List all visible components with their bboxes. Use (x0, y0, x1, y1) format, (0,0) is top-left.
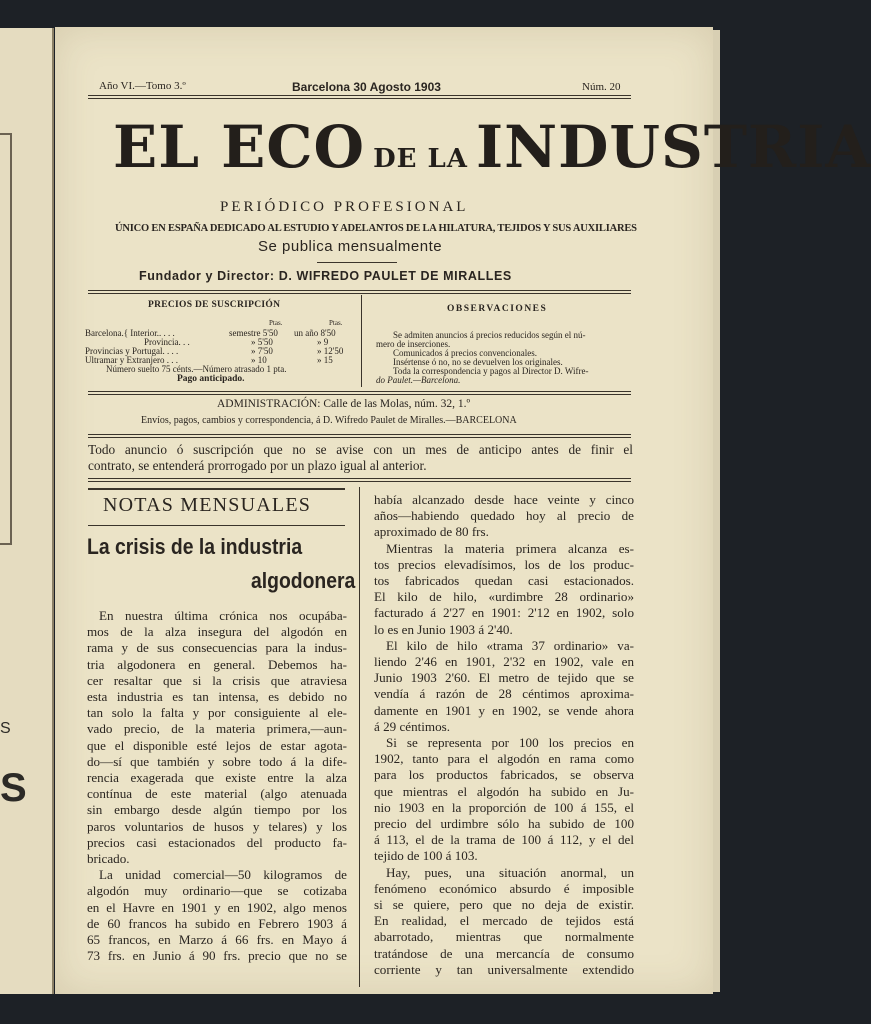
article-line: paros voluntarios de husos y telares) y los (87, 818, 347, 834)
article-line: á 113, el de la trama de 100 á 112, y el del (374, 832, 634, 848)
article-paragraph (374, 735, 634, 865)
administration-rule (88, 434, 631, 438)
notice-line: Todo anuncio ó suscripción que no se avise con un mes de anticipo antes de finir el (88, 442, 633, 457)
tagline: ÚNICO EN ESPAÑA DEDICADO AL ESTUDIO Y ADELANTOS DE LA HILATURA, TEJIDOS Y SUS AUXILIARES (115, 223, 637, 234)
article-line: tria algodonera en general. Debemos ha- (87, 656, 347, 672)
article-line: en el Havre en 1901 y en 1902, algo menos (87, 899, 347, 915)
box-divider (361, 295, 362, 387)
observation-line: mero de inserciones. (376, 339, 451, 349)
article-line: Si se representa por 100 los precios en (386, 735, 634, 751)
article-line: rama y de sus consecuencias para la indus- (87, 640, 347, 656)
article-line: tratándose de una mercancía de consumo (374, 945, 634, 961)
issue-date: Barcelona 30 Agosto 1903 (292, 80, 441, 94)
article-line: corriente y tan universalmente extendido (374, 961, 634, 977)
previous-page-fragment: S (0, 766, 27, 810)
price-row-semester: » 10 (251, 355, 267, 365)
previous-page-fragment: S (0, 720, 11, 737)
section-heading: NOTAS MENSUALES (103, 494, 312, 516)
payment-note: Pago anticipado. (177, 374, 245, 384)
article-line: rencia exagerada que existe entre la alza (87, 770, 347, 786)
article-line: lo es en Junio 1903 á 2'40. (374, 621, 513, 637)
observation-line: do Paulet.—Barcelona. (376, 375, 461, 385)
issue-number: Núm. 20 (582, 81, 621, 93)
observation-line: Toda la correspondencia y pagos al Director D. Wifre- (393, 366, 589, 376)
article-line: aproximado de 80 frs. (374, 524, 489, 540)
column-divider (359, 487, 360, 987)
subscription-bottom-rule (88, 391, 631, 395)
administration-address: ADMINISTRACIÓN: Calle de las Molas, núm. 32, 1.º (217, 398, 471, 410)
article-line: fenómeno económico absurdo é imposible (374, 880, 634, 896)
article-line: para los productos fabricados, se observa (374, 767, 634, 783)
article-left-column (87, 608, 347, 964)
article-paragraph (87, 867, 347, 964)
previous-page-frame (0, 133, 12, 545)
price-row-year: un año 8'50 (294, 328, 336, 338)
short-divider (317, 262, 397, 263)
price-row-year: » 15 (317, 355, 333, 365)
article-line: algodón muy ordinario—que se cotizaba (87, 883, 347, 899)
article-line: sin embargo desde algún tiempo por los (87, 802, 347, 818)
article-paragraph (374, 638, 634, 735)
article-line: precios casi estacionados del producto fa- (87, 834, 347, 850)
article-right-column (374, 492, 634, 978)
currency-label: Ptas. (329, 319, 343, 327)
article-line: años—habiendo quedado hoy al precio de (374, 508, 634, 524)
masthead-de-la: DE LA (373, 144, 468, 174)
section-top-rule (88, 488, 345, 490)
article-paragraph (374, 865, 634, 978)
previous-page-edge (0, 28, 54, 994)
currency-label: Ptas. (269, 319, 283, 327)
article-line: contínua de este material (algo atenuada (87, 786, 347, 802)
article-line: En realidad, el mercado de tejidos está (374, 913, 634, 929)
article-line: Hay, pues, una situación anormal, un (386, 864, 634, 880)
masthead-title (113, 113, 871, 187)
observation-line: Comunicados á precios convencionales. (393, 348, 537, 358)
subscription-top-rule (88, 290, 631, 294)
article-line: de 60 francos ha subido en Febrero 1903 á (87, 915, 347, 931)
article-line: cer resaltar que si la crisis que atraviesa (87, 672, 347, 688)
article-line: mos de la alza insegura del algodón en (87, 624, 347, 640)
article-headline: algodonera (251, 568, 356, 593)
article-line: tejido de 100 á 103. (374, 848, 478, 864)
article-line: damente en 1901 y en 1902, se vende ahora (374, 702, 634, 718)
article-line: vendía á razón de 28 céntimos aproxima- (374, 686, 634, 702)
article-paragraph (87, 608, 347, 867)
article-line: tos precios elevadísimos, los de los produc- (374, 556, 634, 572)
article-line: abarrotado, mientras que normalmente (374, 929, 634, 945)
article-line: que mientras el algodón ha subido en Ju- (374, 783, 634, 799)
notice-line: contrato, se entenderá prorrogado por un plazo igual al anterior. (88, 458, 427, 473)
article-line: 65 francos, en Marzo á 66 frs. en Mayo á (87, 932, 347, 948)
article-line: tos fabricados quedan casi estacionados. (374, 573, 634, 589)
article-line: La unidad comercial—50 kilogramos de (99, 867, 347, 883)
header-rule (88, 95, 631, 99)
article-line: nio 1903 en la proporción de 100 á 155, el (374, 799, 634, 815)
article-line: facturado á 2'27 en 1901: 2'12 en 1902, solo (374, 605, 634, 621)
article-line: precio del urdimbre sólo ha subido de 100 (374, 816, 634, 832)
article-line: que el disponible esté lejos de estar agota- (87, 737, 347, 753)
price-row-year: » 9 (317, 337, 329, 347)
single-issue-price: Número suelto 75 cénts.—Número atrasado 1 pta. (106, 364, 287, 374)
article-line: 1902, tanto para el algodón en rama como (374, 751, 634, 767)
article-line: 73 frs. en Junio á 90 frs. precio que no se (87, 948, 347, 964)
article-line: á 29 céntimos. (374, 718, 450, 734)
observation-line: Se admiten anuncios á precios reducidos según el nú- (393, 330, 586, 340)
article-line: había alcanzado desde hace veinte y cinco (374, 492, 634, 507)
article-line: liendo 2'46 en 1901, 2'32 en 1902, vale en (374, 654, 634, 670)
price-row-semester: » 7'50 (251, 346, 273, 356)
masthead-el-eco: EL ECO (113, 113, 366, 181)
founder-line: Fundador y Director: D. WIFREDO PAULET DE MIRALLES (139, 269, 512, 283)
notice-rule (88, 478, 631, 482)
subtitle: PERIÓDICO PROFESIONAL (220, 199, 469, 215)
volume-label: Año VI.—Tomo 3.º (99, 80, 186, 92)
article-paragraph (374, 492, 634, 541)
article-line: tan solo la falta y por consiguiente al ele- (87, 705, 347, 721)
article-line: En nuestra última crónica nos ocupába- (99, 608, 347, 623)
article-line: do—sí que también y sobre todo á la dife- (87, 753, 347, 769)
price-row-year: » 12'50 (317, 346, 344, 356)
section-bottom-rule (88, 525, 345, 526)
price-row-label: Provincias y Portugal. . . . (85, 346, 179, 356)
newspaper-page (55, 27, 871, 994)
administration-contact: Envíos, pagos, cambios y correspondencia, á D. Wifredo Paulet de Miralles.—BARCELONA (141, 415, 517, 426)
article-line: esta industria es tan intensa, es debido no (87, 689, 347, 705)
observation-line: Insértense ó no, no se devuelven los originales. (393, 357, 563, 367)
subscription-title: PRECIOS DE SUSCRIPCIÓN (148, 300, 281, 310)
article-line: si se quiere, pero que no deja de existir. (374, 897, 634, 913)
article-line: Mientras la materia primera alcanza es- (386, 540, 634, 556)
price-row-label: Ultramar y Extranjero . . . (85, 355, 178, 365)
price-row-semester: semestre 5'50 (229, 328, 278, 338)
observations-title: OBSERVACIONES (447, 304, 548, 314)
price-row-semester: » 5'50 (251, 337, 273, 347)
article-line: bricado. (87, 851, 130, 867)
masthead-industria: INDUSTRIA (475, 113, 871, 181)
article-line: vado precio, de la materia primera,—aun- (87, 721, 347, 737)
price-row-label: Provincia. . . (144, 337, 190, 347)
price-row-label: Barcelona.{ Interior.. . . . (85, 328, 175, 338)
article-headline: La crisis de la industria (87, 534, 303, 559)
article-line: Junio 1903 2'60. El metro de tejido que se (374, 670, 634, 686)
article-line: El kilo de hilo, «urdimbre 28 ordinario» (374, 589, 634, 605)
article-paragraph (374, 541, 634, 638)
article-line: El kilo de hilo «trama 37 ordinario» va- (386, 637, 634, 653)
frequency: Se publica mensualmente (258, 238, 443, 255)
